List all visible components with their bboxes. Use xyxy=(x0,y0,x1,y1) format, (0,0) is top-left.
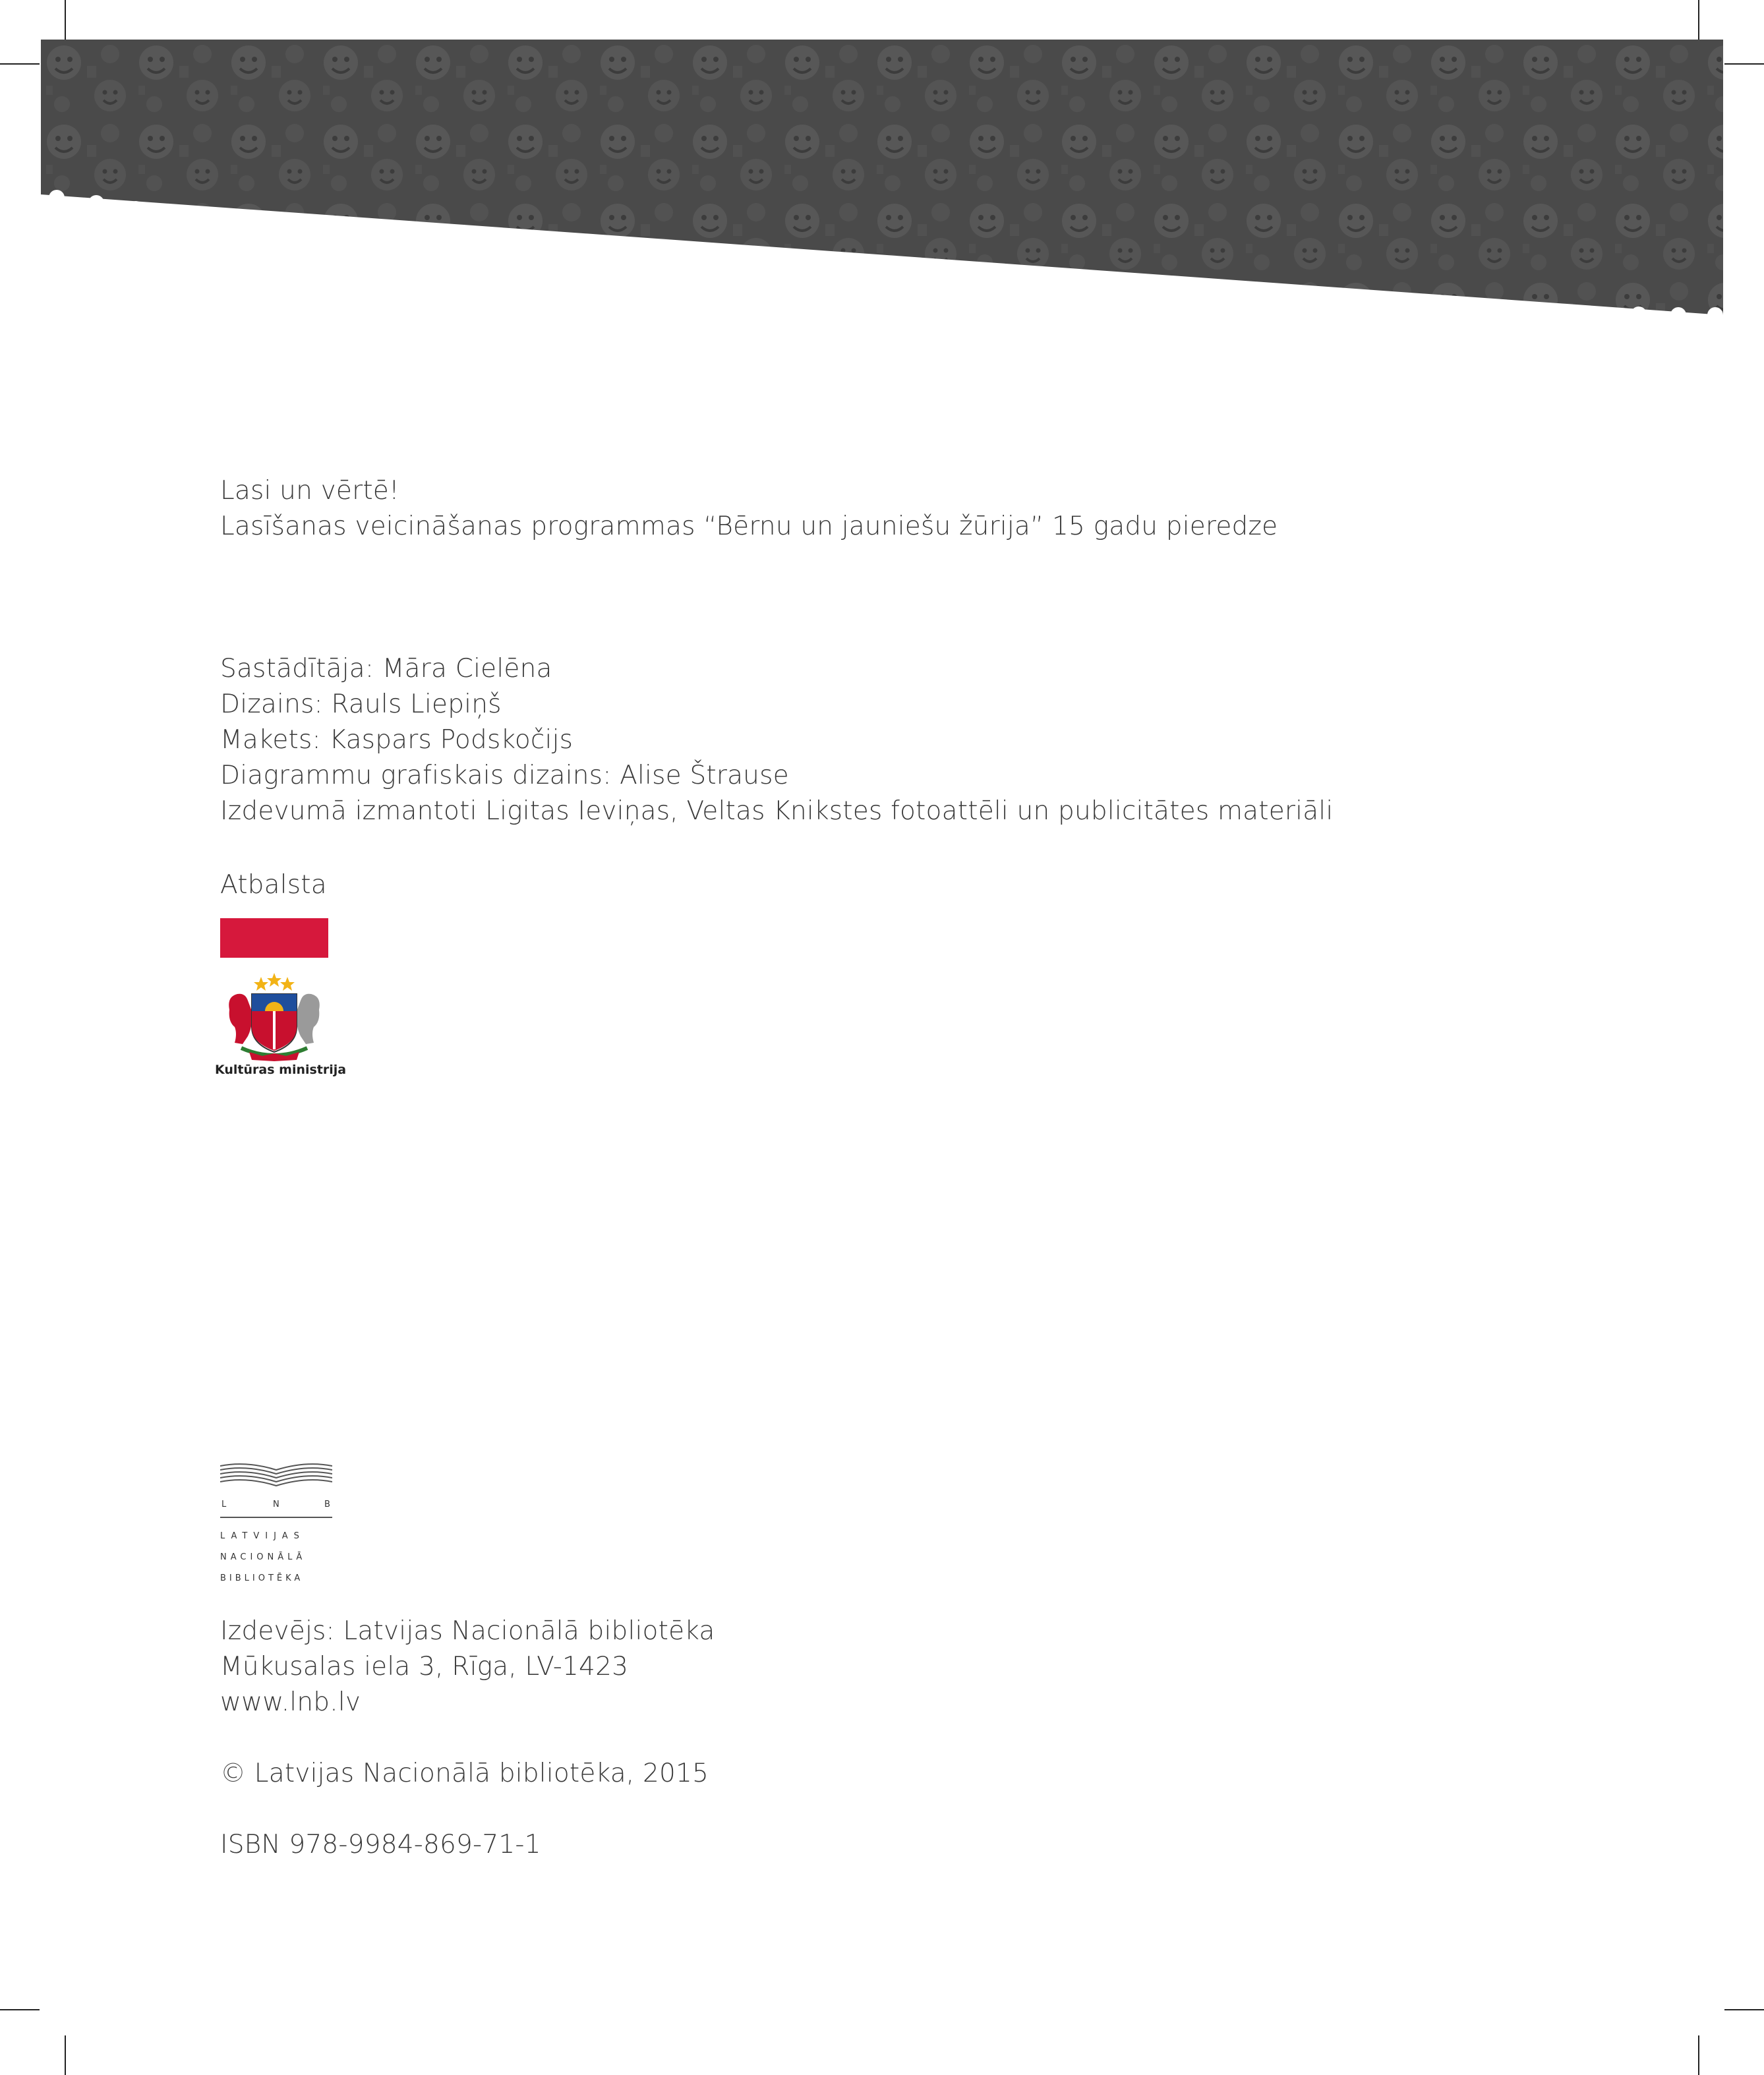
support-label: Atbalsta xyxy=(220,870,327,900)
lnb-line-3: BIBLIOTĒKA xyxy=(220,1573,304,1583)
book-title: Lasi un vērtē! xyxy=(220,476,399,506)
book-subtitle: Lasīšanas veicināšanas programmas “Bērnu un jauniešu žūrija” 15 gadu pieredze xyxy=(220,511,1278,541)
lnb-line-1: LATVIJAS xyxy=(220,1531,305,1541)
title-block xyxy=(220,473,1278,544)
crop-mark xyxy=(65,0,66,40)
lnb-initial-n: N xyxy=(273,1500,279,1509)
crop-mark xyxy=(65,2035,66,2075)
credit-photos: Izdevumā izmantoti Ligitas Ieviņas, Veltas Knikstes fotoattēli un publicitātes materiāli xyxy=(220,796,1334,826)
publisher-address: Mūkusalas iela 3, Rīga, LV-1423 xyxy=(220,1652,629,1681)
publisher-website: www.lnb.lv xyxy=(220,1687,361,1717)
ministry-label: Kultūras ministrija xyxy=(215,1063,347,1077)
crop-mark xyxy=(0,63,40,65)
lnb-initial-b: B xyxy=(324,1500,330,1509)
header-banner xyxy=(41,40,1723,316)
isbn-number: ISBN 978-9984-869-71-1 xyxy=(220,1830,541,1859)
crop-mark xyxy=(0,2009,40,2010)
credit-diagram-design: Diagrammu grafiskais dizains: Alise Štrause xyxy=(220,761,789,790)
credit-layout: Makets: Kaspars Podskočijs xyxy=(220,725,573,755)
copyright-notice: © Latvijas Nacionālā bibliotēka, 2015 xyxy=(220,1759,709,1788)
crop-mark xyxy=(1724,63,1764,65)
credit-compiler: Sastādītāja: Māra Cielēna xyxy=(220,654,552,684)
lnb-line-2: NACIONĀLĀ xyxy=(220,1552,307,1562)
publisher-block xyxy=(220,1614,715,1720)
lnb-initial-l: L xyxy=(221,1500,227,1509)
credits-block xyxy=(220,651,1333,829)
latvian-flag-bar xyxy=(220,918,328,958)
publisher-name: Izdevējs: Latvijas Nacionālā bibliotēka xyxy=(220,1616,715,1646)
lnb-logo-icon xyxy=(220,1461,332,1586)
crop-mark xyxy=(1724,2009,1764,2010)
coat-of-arms-icon xyxy=(215,970,334,1068)
crop-mark xyxy=(1698,0,1699,40)
crop-mark xyxy=(1698,2035,1699,2075)
credit-design: Dizains: Rauls Liepiņš xyxy=(220,689,502,719)
